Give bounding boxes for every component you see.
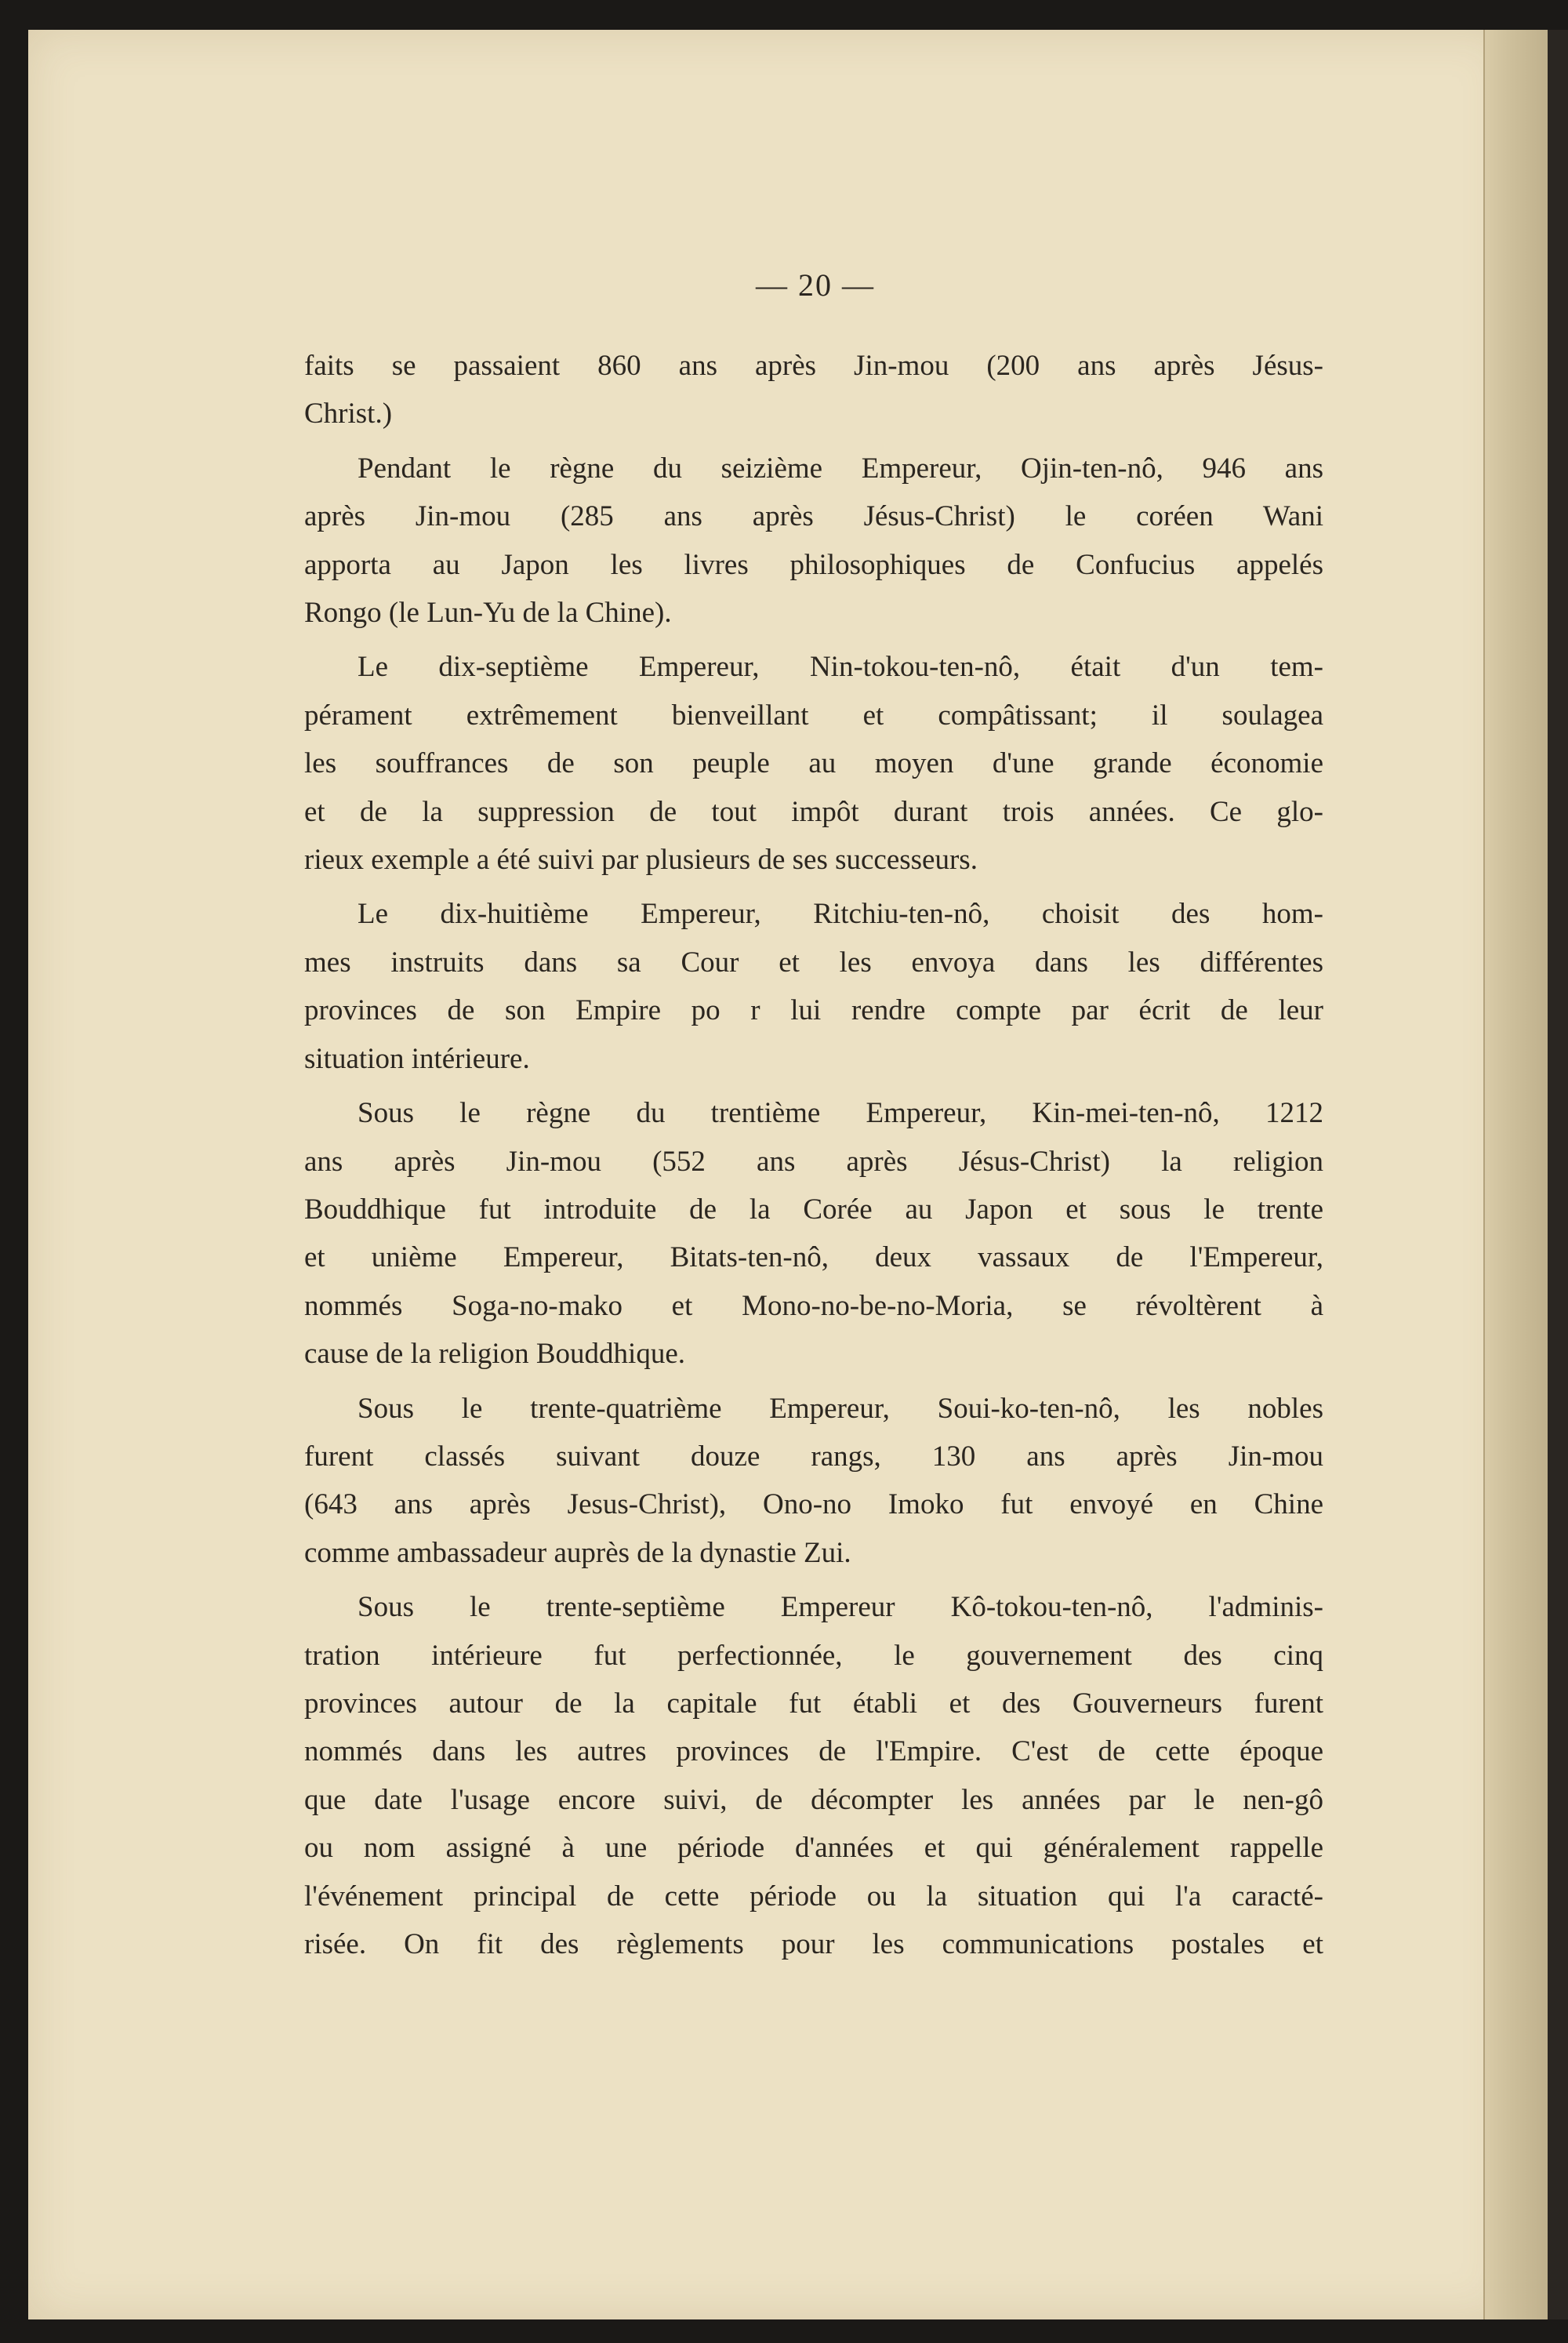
paragraph: [304, 445, 1323, 638]
text-line: nommés dans les autres provinces de l'Empire. C'est de cette époque: [304, 1735, 1323, 1768]
text-line: apporta au Japon les livres philosophiques de Confucius appelés: [304, 548, 1323, 581]
text-line: cause de la religion Bouddhique.: [304, 1338, 686, 1371]
text-line: après Jin-mou (285 ans après Jésus-Christ) le coréen Wani: [304, 500, 1323, 533]
text-line: situation intérieure.: [304, 1042, 530, 1075]
text-line: Sous le règne du trentième Empereur, Kin-mei-ten-nô, 1212: [358, 1097, 1323, 1130]
text-line: mes instruits dans sa Cour et les envoya dans les différentes: [304, 946, 1323, 979]
paragraph: [304, 1089, 1323, 1378]
text-line: provinces autour de la capitale fut établi et des Gouverneurs furent: [304, 1687, 1323, 1720]
text-line: provinces de son Empire po r lui rendre compte par écrit de leur: [304, 994, 1323, 1027]
text-line: l'événement principal de cette période ou la situation qui l'a caracté-: [304, 1880, 1323, 1913]
text-line: rieux exemple a été suivi par plusieurs de ses successeurs.: [304, 844, 978, 877]
text-line: ans après Jin-mou (552 ans après Jésus-Christ) la religion: [304, 1145, 1323, 1178]
text-line: risée. On fit des règlements pour les communications postales et: [304, 1928, 1323, 1960]
text-line: Bouddhique fut introduite de la Corée au Japon et sous le trente: [304, 1193, 1323, 1226]
text-line: et unième Empereur, Bitats-ten-nô, deux vassaux de l'Empereur,: [304, 1241, 1323, 1274]
text-line: tration intérieure fut perfectionnée, le gouvernement des cinq: [304, 1639, 1323, 1672]
text-line: furent classés suivant douze rangs, 130 ans après Jin-mou: [304, 1440, 1323, 1473]
text-line: pérament extrêmement bienveillant et compâtissant; il soulagea: [304, 699, 1323, 732]
text-line: Pendant le règne du seizième Empereur, Ojin-ten-nô, 946 ans: [358, 452, 1323, 485]
text-line: Sous le trente-quatrième Empereur, Soui-ko-ten-nô, les nobles: [358, 1392, 1323, 1425]
paragraph: [304, 1583, 1323, 1968]
page-binding-shadow: [1548, 30, 1568, 2319]
paragraph: [304, 1385, 1323, 1578]
paragraph: [304, 890, 1323, 1083]
paragraph: [304, 643, 1323, 884]
page-edge: [1483, 30, 1549, 2319]
text-line: Christ.): [304, 398, 393, 430]
page-number: — 20 —: [756, 267, 875, 303]
text-line: Rongo (le Lun-Yu de la Chine).: [304, 597, 672, 630]
text-line: faits se passaient 860 ans après Jin-mou (200 ans après Jésus-: [304, 350, 1323, 382]
text-line: Le dix-huitième Empereur, Ritchiu-ten-nô, choisit des hom-: [358, 898, 1323, 931]
text-line: comme ambassadeur auprès de la dynastie Zui.: [304, 1536, 851, 1569]
text-line: ou nom assigné à une période d'années et qui généralement rappelle: [304, 1832, 1323, 1865]
text-line: Le dix-septième Empereur, Nin-tokou-ten-nô, était d'un tem-: [358, 651, 1323, 684]
text-line: nommés Soga-no-mako et Mono-no-be-no-Moria, se révoltèrent à: [304, 1289, 1323, 1322]
paragraph: [304, 342, 1323, 438]
text-line: que date l'usage encore suivi, de décompter les années par le nen-gô: [304, 1783, 1323, 1816]
text-line: les souffrances de son peuple au moyen d'une grande économie: [304, 747, 1323, 780]
body-text: [304, 342, 1323, 1974]
text-line: (643 ans après Jesus-Christ), Ono-no Imoko fut envoyé en Chine: [304, 1488, 1323, 1521]
text-line: Sous le trente-septième Empereur Kô-tokou-ten-nô, l'adminis-: [358, 1591, 1323, 1624]
text-line: et de la suppression de tout impôt durant trois années. Ce glo-: [304, 795, 1323, 828]
